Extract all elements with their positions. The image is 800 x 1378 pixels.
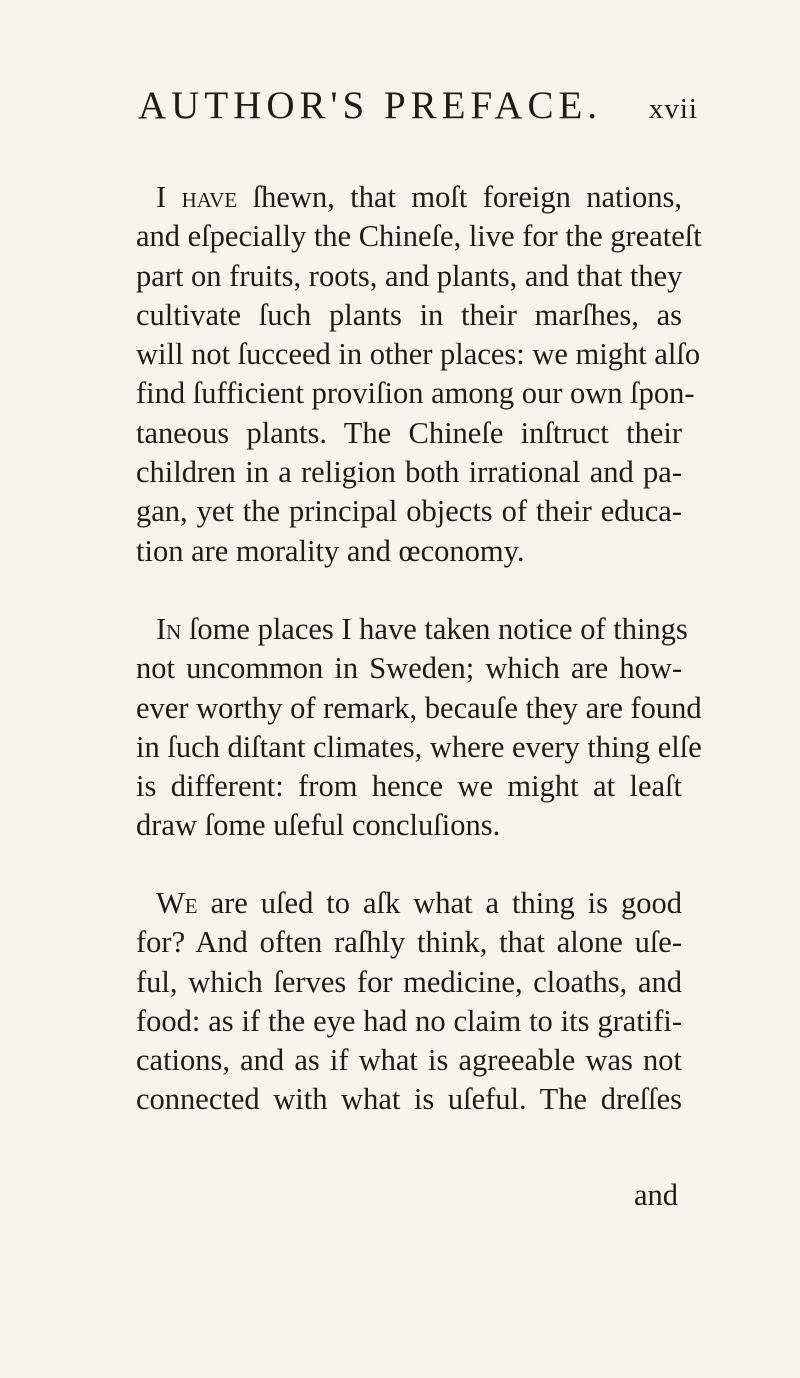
text-line: is different: from hence we might at leaſt xyxy=(136,769,682,804)
paragraph-lead: We xyxy=(156,886,198,920)
paragraph-lead: In xyxy=(156,612,182,646)
text-line: and eſpecially the Chineſe, live for the greateſt xyxy=(136,219,702,254)
running-head xyxy=(138,78,698,128)
text-line: find ſufficient proviſion among our own ſpon- xyxy=(136,376,695,411)
text-line: We are uſed to aſk what a thing is good xyxy=(156,886,682,920)
text-line: gan, yet the principal objects of their educa- xyxy=(136,494,682,529)
text-line: food: as if the eye had no claim to its gratifi- xyxy=(136,1003,682,1038)
text-line: draw ſome uſeful concluſions. xyxy=(136,808,501,843)
catchword: and xyxy=(634,1178,679,1212)
text-line: part on fruits, roots, and plants, and that they xyxy=(136,258,683,293)
text-line: connected with what is uſeful. The dreſſes xyxy=(136,1082,682,1117)
text-line: taneous plants. The Chineſe inſtruct their xyxy=(136,415,682,450)
text-line: in ſuch diſtant climates, where every thing elſe xyxy=(136,729,702,764)
text-line: children in a religion both irrational and pa- xyxy=(136,455,682,490)
text-line: for? And often raſhly think, that alone uſe- xyxy=(136,925,682,960)
paragraph-3 xyxy=(136,884,682,1120)
text-line: not uncommon in Sweden; which are how- xyxy=(136,651,682,686)
text-line: ful, which ſerves for medicine, cloaths, and xyxy=(136,964,682,999)
text-line: cations, and as if what is agreeable was not xyxy=(136,1043,682,1078)
text-line: will not ſucceed in other places: we might alſo xyxy=(136,337,701,372)
page-number: xvii xyxy=(648,93,698,125)
text-line: I have ſhewn, that moſt foreign nations, xyxy=(156,180,683,214)
paragraph-1 xyxy=(136,178,702,571)
text-line: tion are morality and œconomy. xyxy=(136,533,525,568)
text-line: cultivate ſuch plants in their marſhes, as xyxy=(136,297,682,332)
paragraph-lead: I have xyxy=(156,180,238,214)
running-title: AUTHOR'S PREFACE. xyxy=(138,84,603,127)
text-line: ever worthy of remark, becauſe they are found xyxy=(136,690,702,725)
paragraph-2 xyxy=(136,610,702,846)
text-line: In ſome places I have taken notice of things xyxy=(156,612,688,646)
